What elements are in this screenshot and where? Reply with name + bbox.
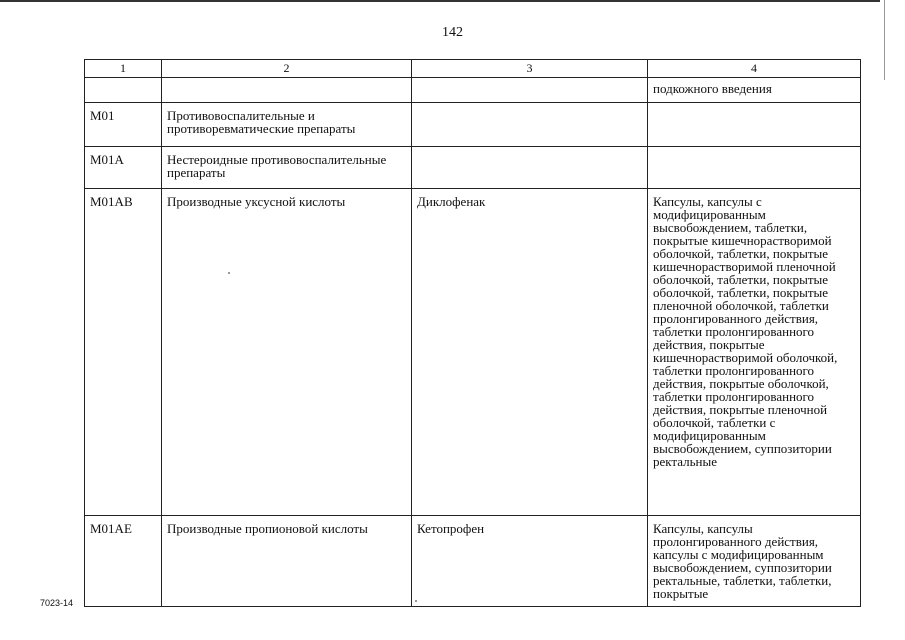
group-name-cell: Нестероидные противовоспалительные препараты bbox=[162, 147, 412, 189]
table-row bbox=[85, 189, 861, 516]
dosage-forms-cell bbox=[648, 147, 861, 189]
group-name-cell: Производные пропионовой кислоты bbox=[162, 516, 412, 607]
drug-name-cell bbox=[412, 147, 648, 189]
scan-edge-line bbox=[0, 0, 880, 2]
drug-name-cell bbox=[412, 103, 648, 147]
table-row bbox=[85, 516, 861, 607]
dosage-forms-cell: подкожного введения bbox=[648, 78, 861, 103]
dosage-forms-cell: Капсулы, капсулы пролонгированного действия, капсулы с модифицированным высвобождением, суппозитории ректальные, таблетки, таблетки, покрытые bbox=[648, 516, 861, 607]
header-col-1: 1 bbox=[85, 60, 162, 78]
drug-classification-table bbox=[84, 59, 861, 607]
document-code: 7023-14 bbox=[40, 598, 74, 608]
scan-speck bbox=[415, 600, 417, 602]
table-header-row bbox=[85, 60, 861, 78]
atc-code-cell: M01A bbox=[85, 147, 162, 189]
atc-code-cell bbox=[85, 78, 162, 103]
dosage-forms-cell: Капсулы, капсулы с модифицированным высвобождением, таблетки, покрытые кишечнорастворимой оболочкой, таблетки, покрытые кишечнорастворимой пленочной оболочкой, таблетки, покрытые оболочкой, таблетки, покрытые пленочной оболочкой, таблетки пролонгированного действия, таблетки пролонгированного действия, покрытые кишечнорастворимой оболочкой, таблетки пролонгированного действия, покрытые оболочкой, таблетки пролонгированного действия, покрытые пленочной оболочкой, таблетки с модифицированным высвобождением, суппозитории ректальные bbox=[648, 189, 861, 516]
group-name-cell bbox=[162, 78, 412, 103]
dosage-forms-cell bbox=[648, 103, 861, 147]
header-col-3: 3 bbox=[412, 60, 648, 78]
table-row bbox=[85, 147, 861, 189]
drug-name-cell: Кетопрофен bbox=[412, 516, 648, 607]
atc-code-cell: M01 bbox=[85, 103, 162, 147]
drug-name-cell bbox=[412, 78, 648, 103]
header-col-4: 4 bbox=[648, 60, 861, 78]
group-name-cell: Производные уксусной кислоты bbox=[162, 189, 412, 516]
drug-name-cell: Диклофенак bbox=[412, 189, 648, 516]
page-number: 142 bbox=[442, 25, 463, 40]
table-row bbox=[85, 103, 861, 147]
table-row bbox=[85, 78, 861, 103]
scan-speck bbox=[228, 272, 230, 274]
atc-code-cell: M01AE bbox=[85, 516, 162, 607]
atc-code-cell: M01AB bbox=[85, 189, 162, 516]
group-name-cell: Противовоспалительные и противоревматические препараты bbox=[162, 103, 412, 147]
header-col-2: 2 bbox=[162, 60, 412, 78]
